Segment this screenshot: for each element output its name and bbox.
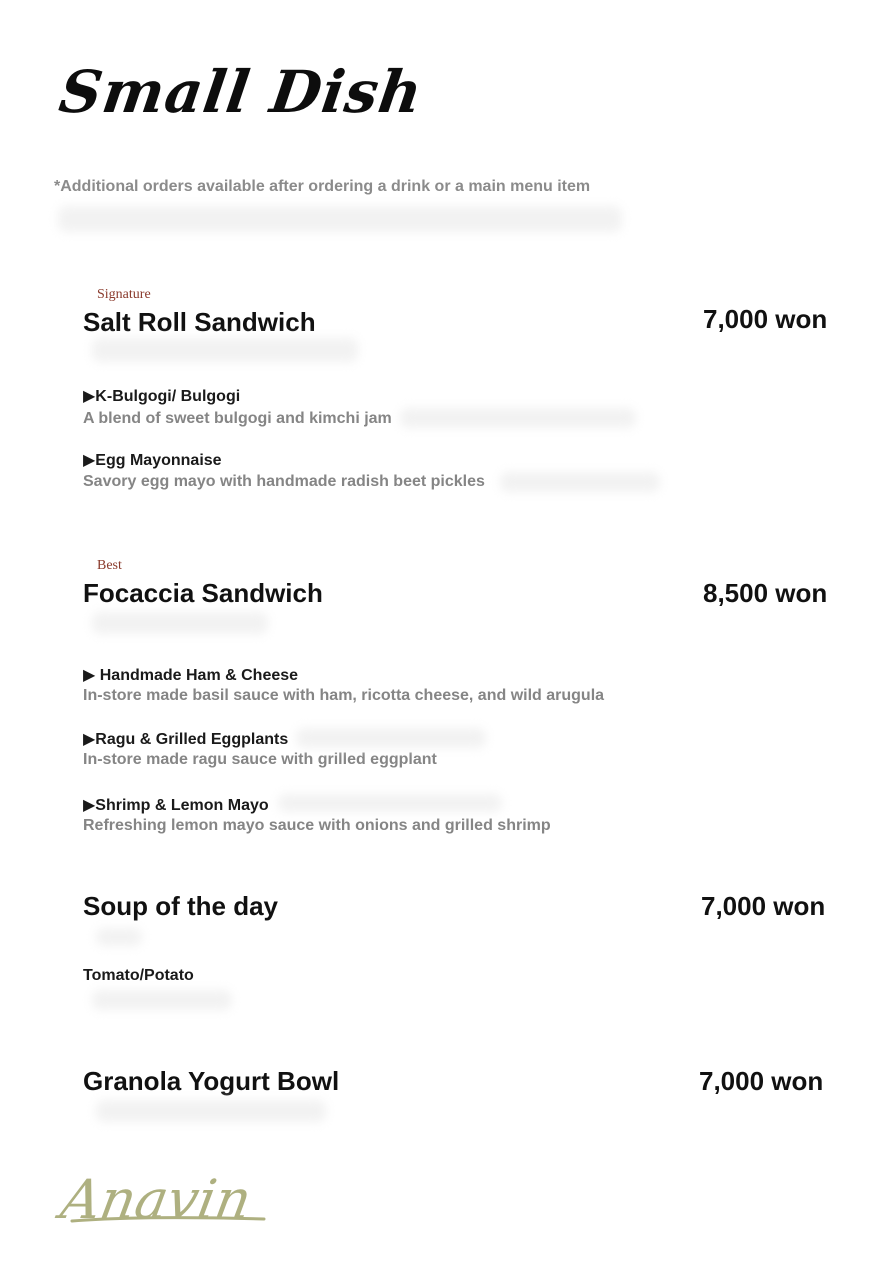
order-note: *Additional orders available after ordering a drink or a main menu item <box>54 178 591 195</box>
brand-logo: Anavin <box>56 1168 257 1231</box>
price-focaccia-sandwich: 8,500 won <box>703 578 828 608</box>
option-name-ham-cheese: ▶ Handmade Ham & Cheese <box>83 667 299 684</box>
option-desc-ham-cheese: In-store made basil sauce with ham, ricotta cheese, and wild arugula <box>83 687 605 704</box>
price-granola-yogurt-bowl: 7,000 won <box>699 1066 824 1096</box>
menu-title: Small Dish <box>55 58 428 126</box>
option-desc-shrimp-lemon-mayo: Refreshing lemon mayo sauce with onions and grilled shrimp <box>83 817 551 834</box>
option-desc-egg-mayonnaise: Savory egg mayo with handmade radish beet pickles <box>83 473 485 490</box>
faded-text-smudge <box>92 612 268 634</box>
option-desc-bulgogi: A blend of sweet bulgogi and kimchi jam <box>83 410 392 427</box>
option-name-ragu-eggplants: ▶Ragu & Grilled Eggplants <box>83 731 289 748</box>
faded-text-smudge <box>400 408 636 428</box>
price-soup-of-the-day: 7,000 won <box>701 891 826 921</box>
item-name-salt-roll-sandwich: Salt Roll Sandwich <box>83 307 316 337</box>
item-name-soup-of-the-day: Soup of the day <box>83 891 278 921</box>
faded-text-smudge <box>296 728 486 748</box>
option-desc-ragu-eggplants: In-store made ragu sauce with grilled eggplant <box>83 751 437 768</box>
option-name-egg-mayonnaise: ▶Egg Mayonnaise <box>83 452 222 469</box>
signature-tag: Signature <box>97 287 151 302</box>
faded-text-smudge <box>500 472 660 492</box>
option-name-shrimp-lemon-mayo: ▶Shrimp & Lemon Mayo <box>83 797 269 814</box>
option-name-tomato-potato: Tomato/Potato <box>83 967 194 984</box>
best-tag: Best <box>97 558 122 573</box>
item-name-granola-yogurt-bowl: Granola Yogurt Bowl <box>83 1066 340 1096</box>
item-name-focaccia-sandwich: Focaccia Sandwich <box>83 578 323 608</box>
option-name-bulgogi: ▶K-Bulgogi/ Bulgogi <box>83 388 241 405</box>
faded-text-smudge <box>92 990 232 1010</box>
faded-text-smudge <box>92 338 358 362</box>
faded-text-smudge <box>278 794 502 812</box>
logo-underline-stroke <box>70 1214 266 1224</box>
faded-text-smudge <box>96 928 142 946</box>
faded-text-smudge <box>96 1100 326 1122</box>
faded-text-smudge <box>58 206 622 232</box>
price-salt-roll-sandwich: 7,000 won <box>703 304 828 334</box>
